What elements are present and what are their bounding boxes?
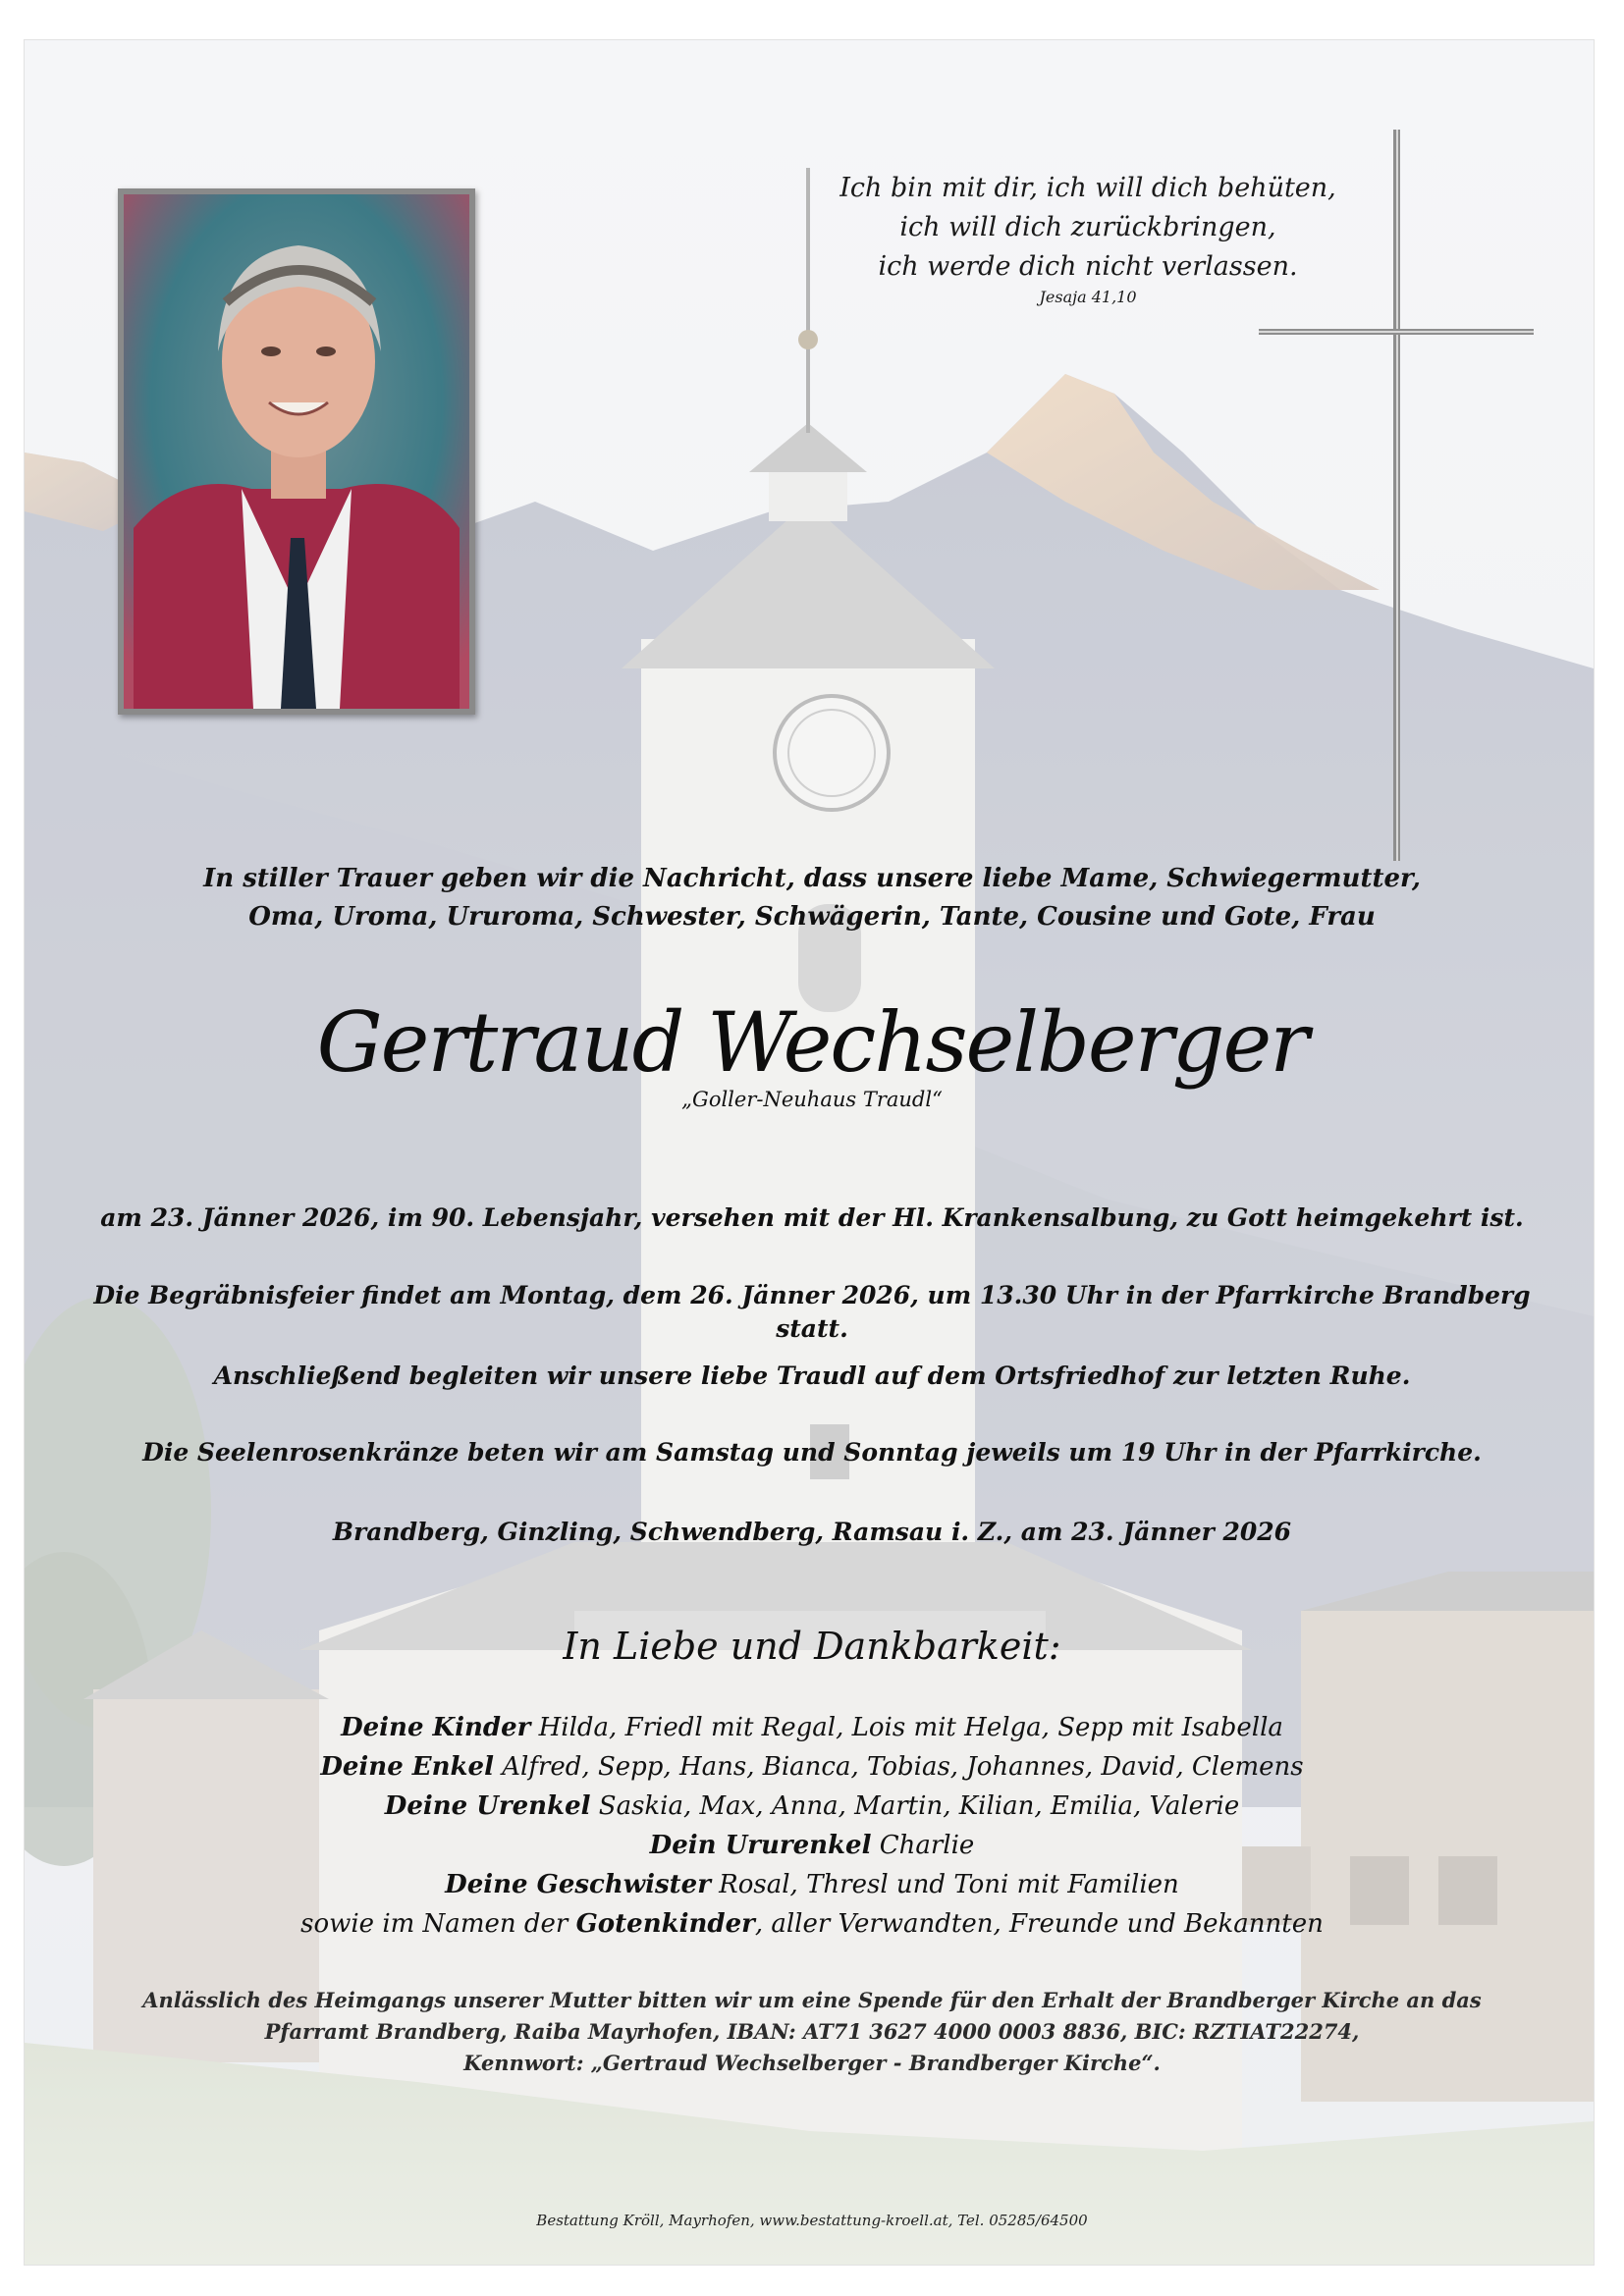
family-closing <box>59 1904 1565 1944</box>
family-line <box>59 1787 1565 1826</box>
intro-text <box>59 860 1565 936</box>
donation-line: Anlässlich des Heimgangs unserer Mutter bitten wir um eine Spende für den Erhalt der Brandberger Kirche an das <box>142 1988 1482 2012</box>
family-names: Hilda, Friedl mit Regal, Lois mit Helga, Sepp mit Isabella <box>538 1713 1283 1742</box>
family-relation: Deine Geschwister <box>445 1870 711 1899</box>
donation-notice <box>59 1985 1565 2079</box>
portrait-image <box>124 194 469 709</box>
family-line <box>59 1747 1565 1787</box>
quote-line: Ich bin mit dir, ich will dich behüten, <box>839 173 1336 203</box>
burial-notice: Anschließend begleiten wir unsere liebe Traudl auf dem Ortsfriedhof zur letzten Ruhe. <box>213 1362 1411 1390</box>
family-names: Rosal, Thresl und Toni mit Familien <box>719 1870 1179 1899</box>
quote-line: ich will dich zurückbringen, <box>899 212 1276 242</box>
quote-line: ich werde dich nicht verlassen. <box>878 251 1298 282</box>
death-notice: am 23. Jänner 2026, im 90. Lebensjahr, versehen mit der Hl. Krankensalbung, zu Gott heimgekehrt ist. <box>100 1203 1524 1232</box>
family-relation: Deine Enkel <box>320 1752 494 1782</box>
donation-line: Pfarramt Brandberg, Raiba Mayrhofen, IBAN: AT71 3627 4000 0003 8836, BIC: RZTIAT22274, <box>264 2019 1360 2044</box>
rosary-notice: Die Seelenrosenkränze beten wir am Samstag und Sonntag jeweils um 19 Uhr in der Pfarrkirche. <box>142 1438 1482 1467</box>
family-line <box>59 1826 1565 1865</box>
closing-rest: , aller Verwandten, Freunde und Bekannten <box>754 1909 1324 1939</box>
quote-reference: Jesaja 41,10 <box>1039 288 1137 306</box>
family-list <box>59 1708 1565 1944</box>
cross-icon <box>1259 130 1534 861</box>
family-line <box>59 1708 1565 1747</box>
thanks-title: In Liebe und Dankbarkeit: <box>563 1625 1061 1668</box>
family-relation: Dein Ururenkel <box>649 1831 872 1860</box>
portrait-photo <box>118 188 475 715</box>
family-relation: Deine Urenkel <box>384 1791 591 1821</box>
family-names: Charlie <box>879 1831 975 1860</box>
funeral-home-footer: Bestattung Kröll, Mayrhofen, www.bestattung-kroell.at, Tel. 05285/64500 <box>536 2212 1088 2229</box>
intro-line: Oma, Uroma, Ururoma, Schwester, Schwägerin, Tante, Cousine und Gote, Frau <box>248 902 1376 932</box>
intro-line: In stiller Trauer geben wir die Nachricht, dass unsere liebe Mame, Schwiegermutter, <box>203 864 1421 893</box>
family-names: Saskia, Max, Anna, Martin, Kilian, Emilia, Valerie <box>598 1791 1240 1821</box>
family-line <box>59 1865 1565 1904</box>
deceased-nickname: „Goller-Neuhaus Traudl“ <box>681 1088 943 1111</box>
funeral-notice: Die Begräbnisfeier findet am Montag, dem 26. Jänner 2026, um 13.30 Uhr in der Pfarrkirche Brandberg statt. <box>93 1281 1531 1343</box>
donation-line: Kennwort: „Gertraud Wechselberger - Brandberger Kirche“. <box>463 2051 1161 2075</box>
deceased-name: Gertraud Wechselberger <box>316 994 1308 1091</box>
closing-bold: Gotenkinder <box>575 1909 755 1939</box>
family-relation: Deine Kinder <box>341 1713 531 1742</box>
closing-prefix: sowie im Namen der <box>300 1909 568 1939</box>
family-names: Alfred, Sepp, Hans, Bianca, Tobias, Johannes, David, Clemens <box>502 1752 1304 1782</box>
place-date: Brandberg, Ginzling, Schwendberg, Ramsau i. Z., am 23. Jänner 2026 <box>332 1518 1292 1546</box>
